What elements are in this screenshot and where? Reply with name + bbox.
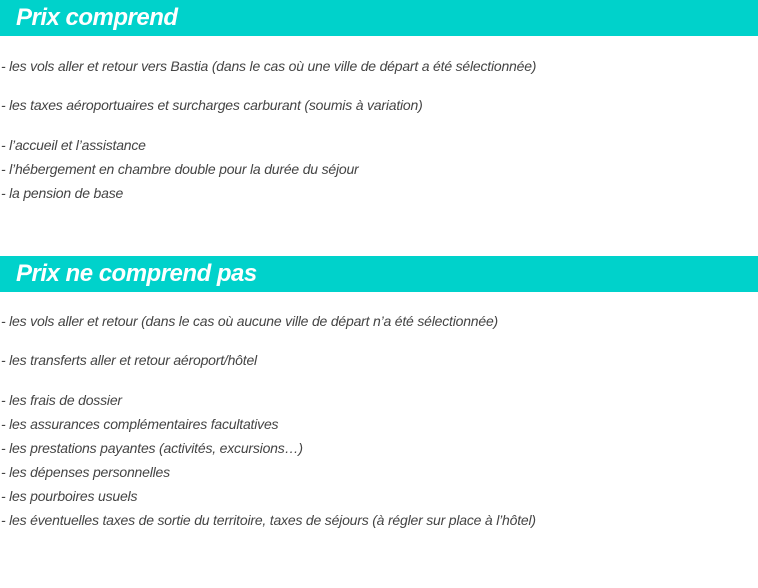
list-item: - les frais de dossier: [1, 392, 122, 408]
list-item: - l’hébergement en chambre double pour la durée du séjour: [1, 161, 359, 177]
list-item: - les éventuelles taxes de sortie du territoire, taxes de séjours (à régler sur place à l’hôtel): [1, 512, 536, 528]
list-item: - les dépenses personnelles: [1, 464, 170, 480]
list-item: - les transferts aller et retour aéroport/hôtel: [1, 352, 257, 368]
list-item: - les prestations payantes (activités, excursions…): [1, 440, 303, 456]
list-item: - la pension de base: [1, 185, 124, 201]
included-heading: Prix comprend: [0, 0, 758, 36]
list-item: - les vols aller et retour vers Bastia (dans le cas où une ville de départ a été sélectionnée): [1, 58, 537, 74]
list-item: - les assurances complémentaires facultatives: [1, 416, 279, 432]
excluded-heading: Prix ne comprend pas: [0, 256, 758, 292]
list-item: - les vols aller et retour (dans le cas où aucune ville de départ n’a été sélectionnée): [1, 313, 499, 329]
list-item: - les taxes aéroportuaires et surcharges carburant (soumis à variation): [1, 97, 423, 113]
list-item: - l’accueil et l’assistance: [1, 137, 146, 153]
list-item: - les pourboires usuels: [1, 488, 138, 504]
